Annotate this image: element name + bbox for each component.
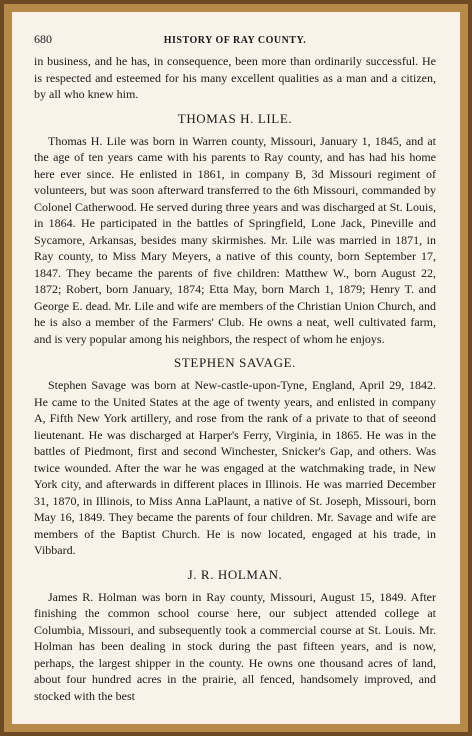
section-heading-lile: THOMAS H. LILE.	[177, 110, 293, 126]
intro-paragraph: in business, and he has, in consequence, been more than ordinarily successful. He is respected and esteemed for his many excellent qualities as a man and a citizen, by all who knew him.	[34, 54, 436, 101]
page-number: 680	[34, 32, 52, 46]
book-page	[12, 12, 460, 724]
section-heading-holman: J. R. HOLMAN.	[187, 566, 283, 582]
section-heading-savage: STEPHEN SAVAGE.	[174, 355, 296, 370]
page-header	[34, 32, 436, 47]
page-frame	[4, 4, 468, 732]
running-head: HISTORY OF RAY COUNTY.	[163, 35, 307, 46]
section-body-holman: James R. Holman was born in Ray county, Missouri, August 15, 1849. After finishing the common school course here, our subject attended college at Columbia, Missouri, and subsequently took a commercial course at St. Louis. Mr. Holman has been dealing in stock during the past fifteen years, and is now, perhaps, the largest shipper in the county. He owns one thousand acres of land, about four hundred acres in the prairie, all fenced, handsomely improved, and stocked with the best	[34, 589, 436, 703]
section-body-lile: Thomas H. Lile was born in Warren county, Missouri, January 1, 1845, and at the age of ten years came with his parents to Ray county, and has had his home here ever since. He enlisted in 1861, in company B, 3d Missouri regiment of volunteers, but was soon afterward transferred to the 6th Missouri, commanded by Colonel Catherwood. He served during three years and was discharged at St. Louis, in 1864. He participated in the battles of Springfield, Lone Jack, Pineville and Sycamore, Arkansas, besides many skirmishes. Mr. Lile was married in 1871, in Ray county, to Miss Mary Meyers, a native of this county, born September 17, 1847. They became the parents of five children: Matthew W., born August 22, 1872; Robert, born January, 1874; Etta May, born March 1, 1879; Henry T. and George E. dead. Mr. Lile and wife are members of the Christian Union Church, and he is also a member of the Farmers' Club. He owns a neat, well cultivated farm, and is very popular among his neighbors, the respect of whom he enjoys.	[34, 133, 436, 346]
section-body-savage: Stephen Savage was born at New-castle-upon-Tyne, England, April 29, 1842. He came to the United States at the age of twenty years, and enlisted in company A, Fifth New York artillery, and rose from the rank of a private to that of seeond lieutenant. He was discharged at Harper's Ferry, Virginia, in 1865. He was in the battles of Piedmont, first and second Winchester, Snicker's Gap, and others. Was twice wounded. After the war he was engaged at the watchmaking trade, in New York city, and afterwards in different places in Illinois. He was married December 31, 1870, in Illinois, to Miss Anna LaPlaunt, a native of St. Joseph, Missouri, born May 16, 1849. They became the parents of four children. Mr. Savage and wife are members of the Baptist Church. He is now located, engaged at his trade, in Vibbard.	[34, 378, 436, 557]
